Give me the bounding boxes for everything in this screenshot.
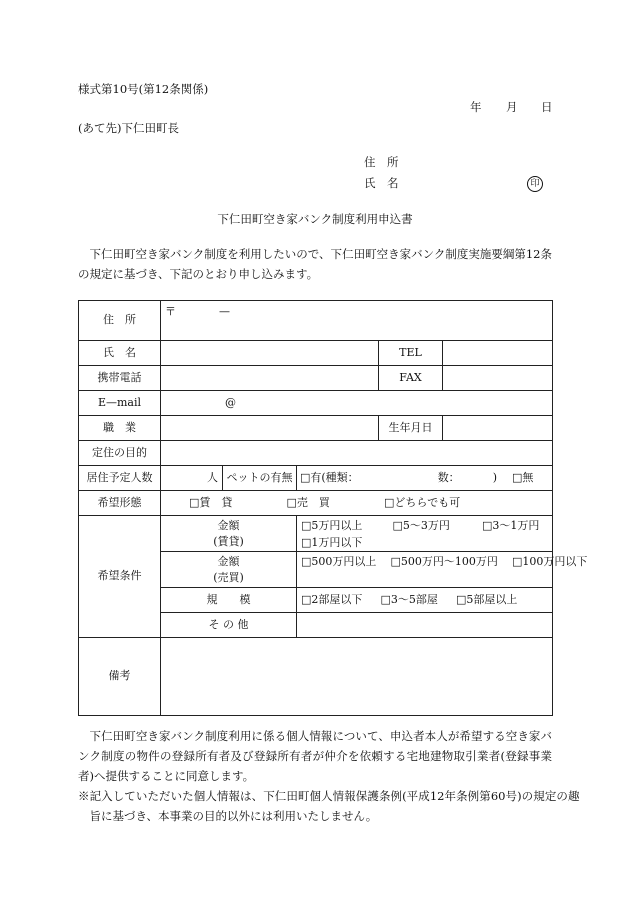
- row-purpose: [79, 441, 553, 466]
- name-field[interactable]: [161, 341, 379, 366]
- postal-mark: 〒: [165, 305, 176, 318]
- tel-label: TEL: [379, 341, 443, 366]
- sale-under-100-checkbox[interactable]: □100万円以下: [512, 555, 588, 568]
- application-table: [78, 300, 588, 716]
- residents-field[interactable]: [161, 466, 223, 491]
- rent-3-to-1-checkbox[interactable]: □3～1万円: [482, 518, 540, 532]
- residents-unit: 人: [207, 470, 218, 484]
- purpose-field[interactable]: [161, 441, 553, 466]
- date-month: 月: [506, 100, 518, 114]
- row-remarks: [79, 638, 553, 716]
- privacy-note: ※記入していただいた個人情報は、下仁田町個人情報保護条例(平成12年条例第60号)の規定の趣旨に基づき、本事業の目的以外には利用いたしません。: [78, 789, 580, 823]
- other-label: そ の 他: [161, 613, 297, 638]
- date-day: 日: [541, 100, 553, 114]
- address-field[interactable]: [161, 301, 553, 341]
- seal-mark: 印: [527, 176, 543, 192]
- purpose-label: 定住の目的: [79, 441, 161, 466]
- occupation-label: 職 業: [79, 416, 161, 441]
- scale-3-to-5-checkbox[interactable]: □3～5部屋: [380, 592, 438, 606]
- date-year: 年: [470, 100, 482, 114]
- pet-label: ペットの有無: [223, 466, 297, 491]
- fax-field[interactable]: [443, 366, 553, 391]
- tel-field[interactable]: [443, 341, 553, 366]
- row-mobile: [79, 366, 553, 391]
- preference-sale-checkbox[interactable]: □売 買: [286, 495, 330, 509]
- applicant-address-label: 住 所: [364, 155, 399, 169]
- row-name: [79, 341, 553, 366]
- addressee: (あて先)下仁田町長: [78, 121, 179, 135]
- email-label: E—mail: [79, 391, 161, 416]
- row-preference: [79, 491, 553, 516]
- email-at: @: [225, 395, 236, 409]
- pet-field[interactable]: [297, 466, 553, 491]
- birthdate-field[interactable]: [443, 416, 553, 441]
- rent-under-1-checkbox[interactable]: □1万円以下: [301, 535, 363, 549]
- scale-label: 規 模: [161, 588, 297, 613]
- fax-label: FAX: [379, 366, 443, 391]
- row-email: [79, 391, 553, 416]
- applicant-name-label: 氏 名: [364, 176, 399, 190]
- pet-count-label: 数：: [437, 470, 460, 484]
- pet-close-paren: ): [492, 470, 497, 484]
- rent-price-label-line1: 金額: [217, 518, 240, 532]
- sale-over-500-checkbox[interactable]: □500万円以上: [301, 555, 377, 568]
- row-residents: [79, 466, 553, 491]
- remarks-label: 備考: [79, 638, 161, 716]
- form-number: 様式第10号(第12条関係): [78, 82, 209, 96]
- postal-dash: —: [219, 305, 230, 318]
- residents-label: 居住予定人数: [79, 466, 161, 491]
- conditions-label: 希望条件: [79, 516, 161, 638]
- other-field[interactable]: [297, 613, 553, 638]
- intro-paragraph: 下仁田町空き家バンク制度を利用したいので、下仁田町空き家バンク制度実施要綱第12条の規定に基づき、下記のとおり申し込みます。: [78, 247, 552, 281]
- birthdate-label: 生年月日: [379, 416, 443, 441]
- preference-options: [161, 491, 553, 516]
- scale-over-5-checkbox[interactable]: □5部屋以上: [456, 592, 518, 606]
- pet-no-checkbox[interactable]: □無: [511, 470, 534, 484]
- sale-price-label-line1: 金額: [217, 554, 240, 568]
- preference-rent-checkbox[interactable]: □賃 貸: [189, 495, 233, 509]
- consent-paragraph: 下仁田町空き家バンク制度利用に係る個人情報について、申込者本人が希望する空き家バンク制度の物件の登録所有者及び登録所有者が仲介を依頼する宅地建物取引業者(登録事業者)へ提供することに同意します。: [78, 729, 552, 783]
- scale-options: [297, 588, 553, 613]
- rent-over-5-checkbox[interactable]: □5万円以上: [301, 518, 363, 532]
- sale-price-label-line2: (売買): [213, 570, 244, 584]
- mobile-field[interactable]: [161, 366, 379, 391]
- remarks-field[interactable]: [161, 638, 553, 716]
- rent-5-to-3-checkbox[interactable]: □5～3万円: [392, 518, 450, 532]
- pet-yes-checkbox[interactable]: □有(種類：: [300, 470, 359, 484]
- sale-price-options: [297, 552, 588, 588]
- scale-under-2-checkbox[interactable]: □2部屋以下: [301, 592, 363, 606]
- rent-price-label: [161, 516, 297, 552]
- address-label: 住 所: [79, 301, 161, 341]
- preference-label: 希望形態: [79, 491, 161, 516]
- rent-price-options: [297, 516, 553, 552]
- sale-500-to-100-checkbox[interactable]: □500万円～100万円: [390, 555, 498, 568]
- rent-price-label-line2: (賃貸): [213, 534, 244, 548]
- form-title: 下仁田町空き家バンク制度利用申込書: [217, 212, 413, 226]
- name-label: 氏 名: [79, 341, 161, 366]
- sale-price-label: [161, 552, 297, 588]
- row-address: [79, 301, 553, 341]
- row-rent-price: [79, 516, 553, 552]
- mobile-label: 携帯電話: [79, 366, 161, 391]
- row-occupation: [79, 416, 553, 441]
- occupation-field[interactable]: [161, 416, 379, 441]
- preference-either-checkbox[interactable]: □どちらでも可: [384, 495, 461, 509]
- email-field[interactable]: [161, 391, 553, 416]
